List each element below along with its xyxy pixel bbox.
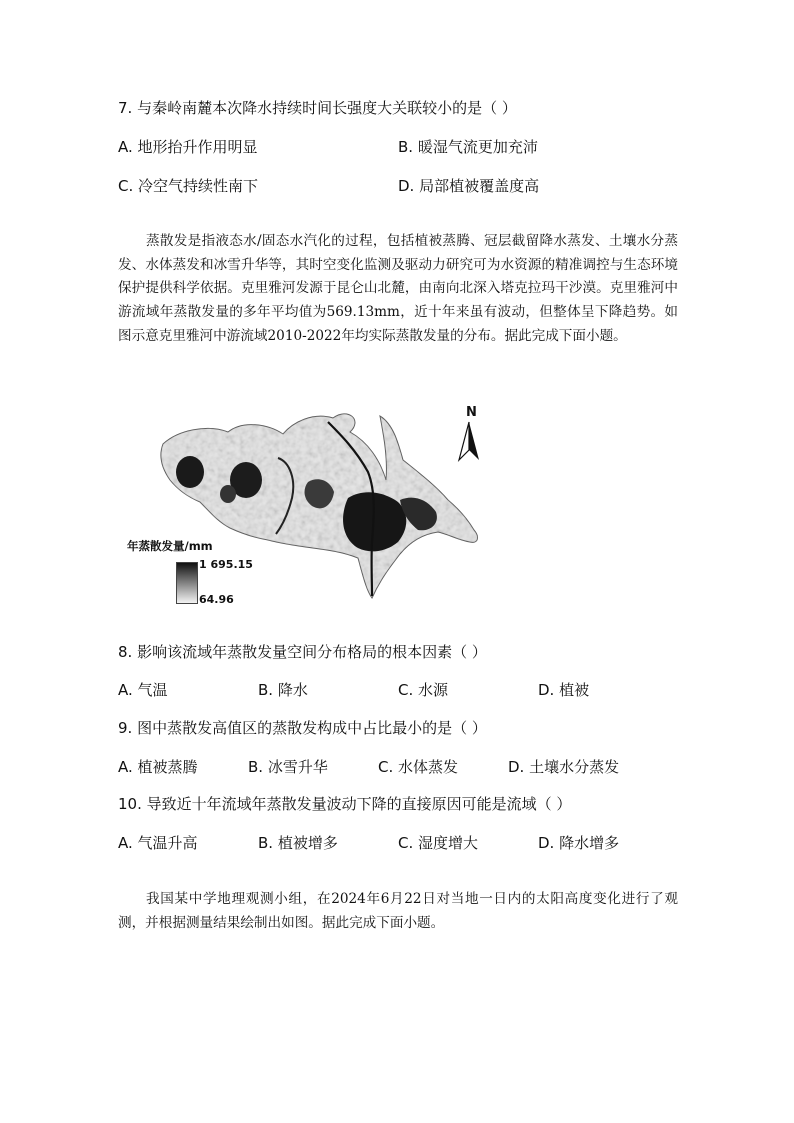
question-7-option-b: B. 暖湿气流更加充沛: [398, 138, 538, 156]
question-10-option-b: B. 植被增多: [258, 834, 338, 852]
legend-title: 年蒸散发量/mm: [127, 539, 213, 553]
question-9-stem: 9. 图中蒸散发高值区的蒸散发构成中占比最小的是（ ）: [118, 719, 487, 737]
question-7-stem: 7. 与秦岭南麓本次降水持续时间长强度大关联较小的是（ ）: [118, 99, 517, 117]
question-7-option-a: A. 地形抬升作用明显: [118, 138, 258, 156]
question-7-option-c: C. 冷空气持续性南下: [118, 177, 259, 195]
question-10-option-c: C. 湿度增大: [398, 834, 479, 852]
question-8-option-b: B. 降水: [258, 681, 308, 699]
legend-color-bar: [176, 562, 198, 604]
question-10-option-d: D. 降水增多: [538, 834, 620, 852]
question-9-option-d: D. 土壤水分蒸发: [508, 758, 620, 776]
question-10-option-a: A. 气温升高: [118, 834, 198, 852]
question-8-stem: 8. 影响该流域年蒸散发量空间分布格局的根本因素（ ）: [118, 643, 487, 661]
question-10-stem: 10. 导致近十年流域年蒸散发量波动下降的直接原因可能是流域（ ）: [118, 795, 572, 813]
passage-solar-altitude: 我国某中学地理观测小组，在2024年6月22日对当地一日内的太阳高度变化进行了观测，并根据测量结果绘制出如图。据此完成下面小题。: [118, 891, 678, 931]
question-9-option-a: A. 植被蒸腾: [118, 758, 198, 776]
north-label: N: [466, 405, 477, 420]
legend-min-value: 64.96: [199, 593, 234, 606]
question-7-option-d: D. 局部植被覆盖度高: [398, 177, 540, 195]
north-arrow-icon: [457, 420, 481, 462]
high-value-zone-west: [176, 456, 204, 488]
question-8-option-a: A. 气温: [118, 681, 168, 699]
question-8-option-d: D. 植被: [538, 681, 590, 699]
evapotranspiration-map: [118, 402, 488, 612]
question-9-option-c: C. 水体蒸发: [378, 758, 459, 776]
legend-max-value: 1 695.15: [199, 558, 253, 571]
question-9-option-b: B. 冰雪升华: [248, 758, 328, 776]
passage-evapotranspiration: 蒸散发是指液态水/固态水汽化的过程，包括植被蒸腾、冠层截留降水蒸发、土壤水分蒸发、水体蒸发和冰雪升华等，其时空变化监测及驱动力研究可为水资源的精准调控与生态环境保护提供科学依据。克里雅河发源于昆仑山北麓，由南向北深入塔克拉玛干沙漠。克里雅河中游流域年蒸散发量的多年平均值为569.13mm，近十年来虽有波动，但整体呈下降趋势。如图示意克里雅河中游流域2010-2022年均实际蒸散发量的分布。据此完成下面小题。: [118, 233, 678, 344]
question-8-option-c: C. 水源: [398, 681, 449, 699]
